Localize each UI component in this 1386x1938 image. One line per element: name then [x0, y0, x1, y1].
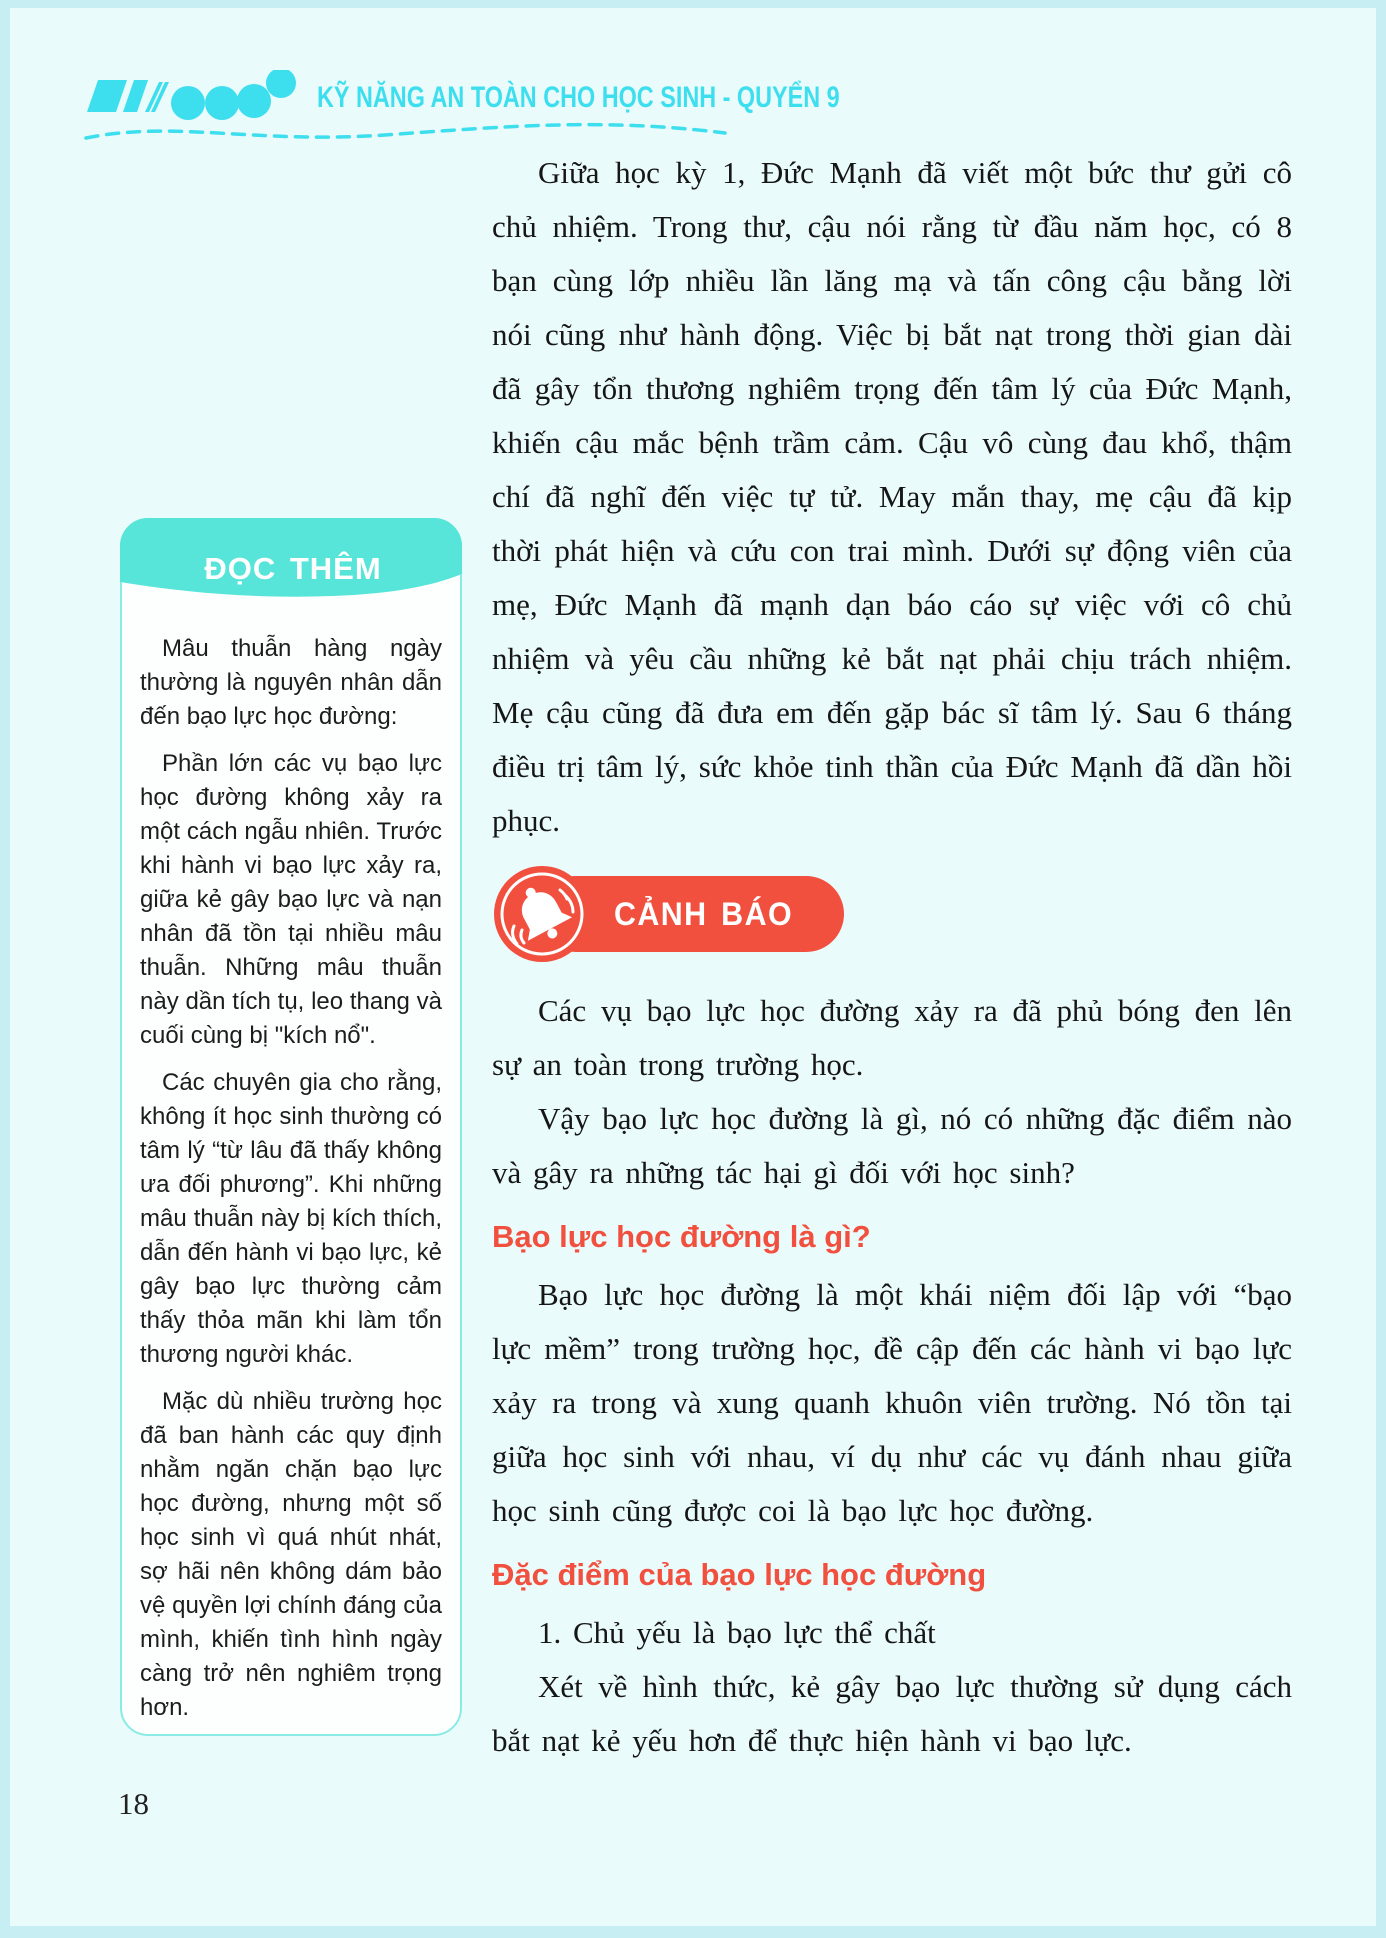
book-page [10, 8, 1376, 1926]
sidebar-paragraph: Các chuyên gia cho rằng, không ít học sinh thường có tâm lý “từ lâu đã thấy không ưa đối phương”. Khi những mâu thuẫn này bị kích thích, dẫn đến hành vi bạo lực, kẻ gây bạo lực thường cảm thấy thỏa mãn khi làm tổn thương người khác. [140, 1069, 442, 1368]
book-title: KỸ NĂNG AN TOÀN CHO HỌC SINH - QUYỂN 9 [317, 81, 840, 114]
body-paragraph: Bạo lực học đường là một khái niệm đối lập với “bạo lực mềm” trong trường học, đề cập đến các hành vi bạo lực xảy ra trong và xung quanh khuôn viên trường. Nó tồn tại giữa học sinh với nhau, ví dụ như các vụ đánh nhau giữa học sinh cũng được coi là bạo lực học đường. [492, 1277, 1292, 1528]
ringing-bell-icon [492, 864, 592, 964]
body-paragraph: Các vụ bạo lực học đường xảy ra đã phủ bóng đen lên sự an toàn trong trường học. [492, 993, 1292, 1082]
sidebar-paragraph: Mâu thuẫn hàng ngày thường là nguyên nhân dẫn đến bạo lực học đường: [140, 635, 442, 730]
page-number: 18 [118, 1786, 149, 1821]
warning-badge [492, 864, 844, 964]
sidebar-paragraph: Mặc dù nhiều trường học đã ban hành các quy định nhằm ngăn chặn bạo lực học đường, nhưng một số học sinh vì quá nhút nhát, sợ hãi nên không dám bảo vệ quyền lợi chính đáng của mình, khiến tình hình ngày càng trở nên nghiêm trọng hơn. [140, 1388, 442, 1721]
read-more-title: ĐỌC THÊM [204, 551, 382, 586]
read-more-box [120, 518, 462, 1736]
body-paragraph: Xét về hình thức, kẻ gây bạo lực thường sử dụng cách bắt nạt kẻ yếu hơn để thực hiện hành vi bạo lực. [492, 1669, 1292, 1758]
story-paragraph: Giữa học kỳ 1, Đức Mạnh đã viết một bức thư gửi cô chủ nhiệm. Trong thư, cậu nói rằng từ đầu năm học, có 8 bạn cùng lớp nhiều lần lăng mạ và tấn công cậu bằng lời nói cũng như hành động. Việc bị bắt nạt trong thời gian dài đã gây tổn thương nghiêm trọng đến tâm lý của Đức Mạnh, khiến cậu mắc bệnh trầm cảm. Cậu vô cùng đau khổ, thậm chí đã nghĩ đến việc tự tử. May mắn thay, mẹ cậu đã kịp thời phát hiện và cứu con trai mình. Dưới sự động viên của mẹ, Đức Mạnh đã mạnh dạn báo cáo sự việc với cô chủ nhiệm và yêu cầu những kẻ bắt nạt phải chịu trách nhiệm. Mẹ cậu cũng đã đưa em đến gặp bác sĩ tâm lý. Sau 6 tháng điều trị tâm lý, sức khỏe tinh thần của Đức Mạnh đã dần hồi phục. [492, 155, 1292, 838]
warning-label: CẢNH BÁO [614, 896, 794, 932]
content-area [120, 146, 1292, 1828]
section-heading-what-is: Bạo lực học đường là gì? [492, 1219, 871, 1254]
section-heading-characteristics: Đặc điểm của bạo lực học đường [492, 1557, 987, 1592]
sidebar-paragraph: Phần lớn các vụ bạo lực học đường không xảy ra một cách ngẫu nhiên. Trước khi hành vi bạo lực xảy ra, giữa kẻ gây bạo lực và nạn nhân đã tồn tại nhiều mâu thuẫn. Những mâu thuẫn này dần tích tụ, leo thang và cuối cùng bị "kích nổ". [140, 750, 442, 1049]
wavy-divider [80, 114, 740, 148]
body-paragraph: Vậy bạo lực học đường là gì, nó có những đặc điểm nào và gây ra những tác hại gì đối với học sinh? [492, 1101, 1292, 1190]
numbered-subheading: 1. Chủ yếu là bạo lực thể chất [538, 1615, 936, 1650]
read-more-sidebar [120, 518, 462, 1828]
